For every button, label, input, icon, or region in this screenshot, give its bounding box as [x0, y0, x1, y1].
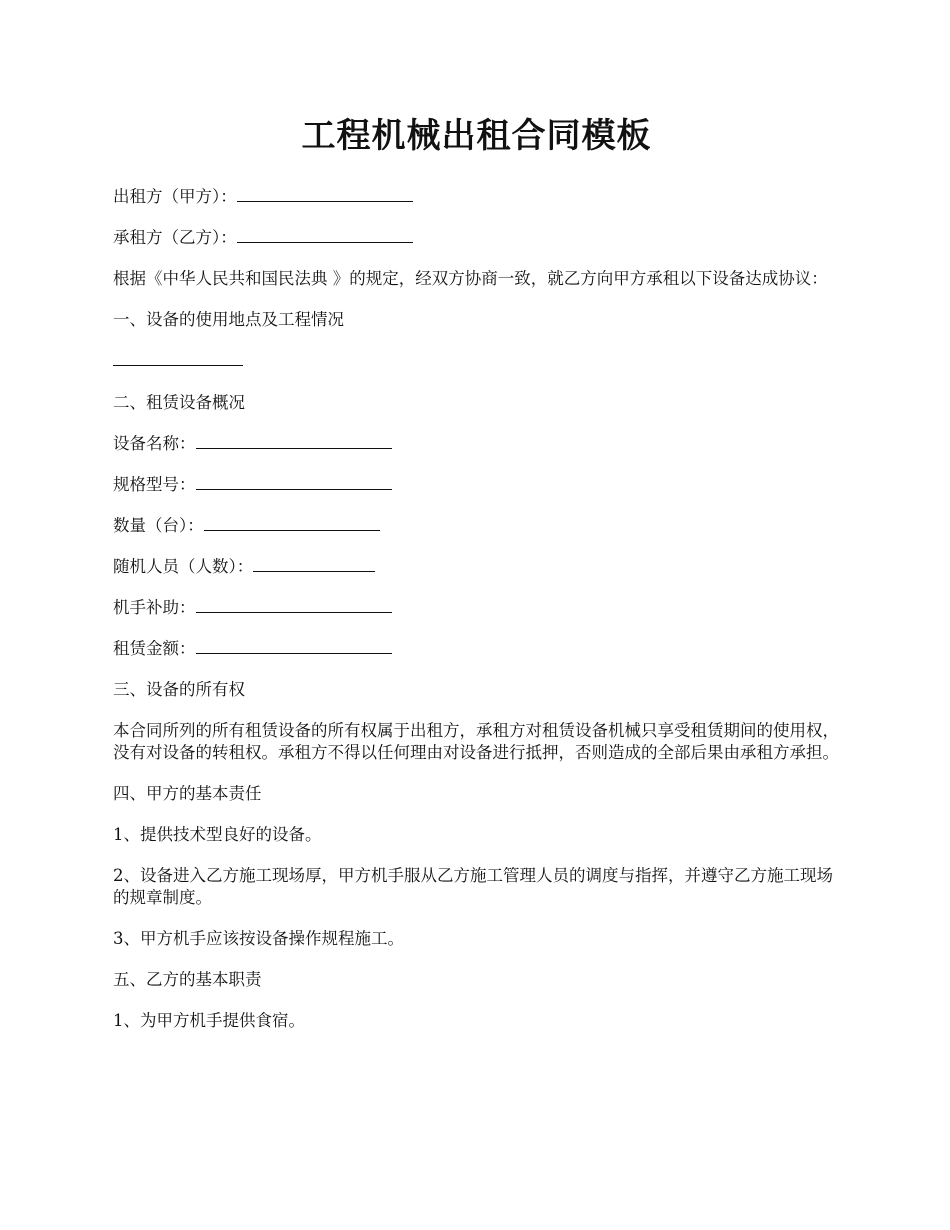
model-spec-line: [113, 474, 840, 496]
rental-amount-line: [113, 638, 840, 660]
preamble-paragraph: 根据《中华人民共和国民法典 》的规定，经双方协商一致，就乙方向甲方承租以下设备达成协议：: [113, 269, 828, 288]
field-blank: [196, 433, 392, 449]
section-4-item: 1、提供技术型良好的设备。: [113, 825, 322, 844]
lessee-label: 承租方（乙方）：: [113, 228, 237, 247]
section-5-heading: 五、乙方的基本职责: [113, 970, 262, 989]
section-4-item: 2、设备进入乙方施工现场厚，甲方机手服从乙方施工管理人员的调度与指挥，并遵守乙方施工现场的规章制度。: [113, 866, 833, 907]
personnel-line: [113, 556, 840, 578]
section-5-item: 1、为甲方机手提供食宿。: [113, 1011, 305, 1030]
section-1-blank-line: [113, 350, 840, 370]
field-label: 规格型号：: [113, 475, 196, 494]
field-label: 租赁金额：: [113, 639, 196, 658]
field-label: 数量（台）：: [113, 516, 204, 535]
field-blank: [204, 515, 380, 531]
lessor-label: 出租方（甲方）：: [113, 187, 237, 206]
section-4-heading: 四、甲方的基本责任: [113, 784, 262, 803]
equipment-name-line: [113, 433, 840, 455]
field-blank: [253, 556, 375, 572]
section-1-heading: 一、设备的使用地点及工程情况: [113, 310, 344, 329]
lessor-line: [113, 186, 840, 208]
document-title: 工程机械出租合同模板: [301, 116, 652, 156]
section-3-heading: 三、设备的所有权: [113, 680, 245, 699]
section-4-item: 3、甲方机手应该按设备操作规程施工。: [113, 929, 404, 948]
field-blank: [196, 597, 392, 613]
field-blank: [196, 474, 392, 490]
field-blank: [196, 638, 392, 654]
section-3-body: 本合同所列的所有租赁设备的所有权属于出租方，承租方对租赁设备机械只享受租赁期间的使用权，没有对设备的转租权。承租方不得以任何理由对设备进行抵押，否则造成的全部后果由承租方承担。: [113, 721, 839, 762]
operator-subsidy-line: [113, 597, 840, 619]
lessee-line: [113, 227, 840, 249]
lessee-blank: [237, 227, 413, 243]
field-label: 设备名称：: [113, 434, 196, 453]
section-2-heading: 二、租赁设备概况: [113, 393, 245, 412]
site-blank: [113, 350, 243, 366]
field-label: 机手补助：: [113, 598, 196, 617]
quantity-line: [113, 515, 840, 537]
field-label: 随机人员（人数）：: [113, 557, 254, 576]
lessor-blank: [237, 186, 413, 202]
